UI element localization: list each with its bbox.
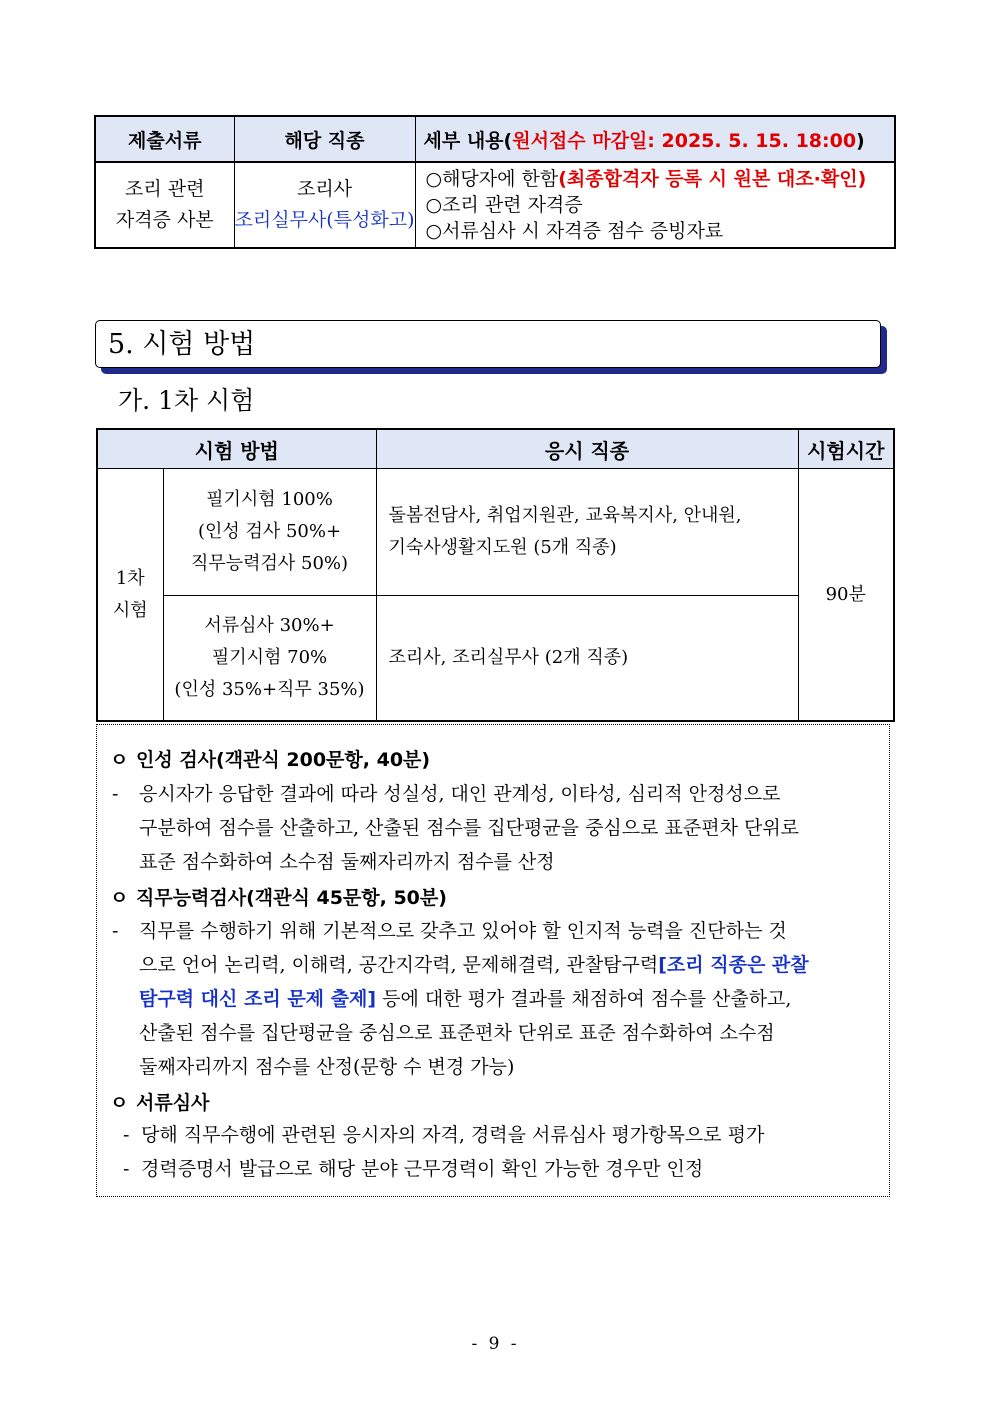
documents-review-line: - 경력증명서 발급으로 해당 분야 근무경력이 확인 가능한 경우만 인정 — [123, 1158, 704, 1180]
page-number: - 9 - — [471, 1334, 520, 1354]
documents-review-line: - 당해 직무수행에 관련된 응시자의 자격, 경력을 서류심사 평가항목으로 평가 — [123, 1124, 765, 1146]
subsection-title: 가. 1차 시험 — [118, 386, 255, 415]
header-time: 시험시간 — [798, 429, 894, 469]
time-cell: 90분 — [798, 469, 894, 722]
header-positions: 해당 직종 — [234, 116, 415, 162]
method-cell: 필기시험 100% (인성 검사 50%+ 직무능력검사 50%) — [163, 469, 376, 596]
header-documents: 제출서류 — [95, 116, 234, 162]
documents-review-heading: ㅇ 서류심사 — [110, 1092, 210, 1114]
documents-table — [94, 115, 896, 249]
exam-position-cell: 돌봄전담사, 취업지원관, 교육복지사, 안내원, 기숙사생활지도원 (5개 직종) — [376, 469, 798, 596]
notes-box — [96, 724, 890, 1197]
exam-method-table — [96, 428, 895, 722]
exam-position-cell: 조리사, 조리실무사 (2개 직종) — [376, 596, 798, 722]
header-method: 시험 방법 — [97, 429, 376, 469]
competency-description: - 직무를 수행하기 위해 기본적으로 갖추고 있어야 할 인지적 능력을 진단하는 것 으로 언어 논리력, 이해력, 공간지각력, 문제해결력, 관찰탐구력[조리 직종은 관찰 탐구력 대신 조리 문제 출제] 등에 대한 평가 결과를 채점하여 점수를 산출하고, 산출된 점수를 집단평균을 중심으로 표준편차 단위로 표준 점수화하여 소수점 둘째자리까지 점수를 산정(문항 수 변경 가능) — [112, 920, 809, 1078]
stage-cell: 1차 시험 — [97, 469, 163, 722]
detail-cell: ○해당자에 한함(최종합격자 등록 시 원본 대조·확인) ○조리 관련 자격증 ○서류심사 시 자격증 점수 증빙자료 — [415, 162, 895, 248]
header-detail: 세부 내용(원서접수 마감일: 2025. 5. 15. 18:00) — [415, 116, 895, 162]
header-exam-positions: 응시 직종 — [376, 429, 798, 469]
competency-heading: ㅇ 직무능력검사(객관식 45문항, 50분) — [110, 887, 447, 909]
deadline-text: 원서접수 마감일: 2025. 5. 15. 18:00 — [512, 129, 857, 152]
method-cell: 서류심사 30%+ 필기시험 70% (인성 35%+직무 35%) — [163, 596, 376, 722]
personality-description: - 응시자가 응답한 결과에 따라 성실성, 대인 관계성, 이타성, 심리적 안정성으로 구분하여 점수를 산출하고, 산출된 점수를 집단평균을 중심으로 표준편차 단위로 표준 점수화하여 소수점 둘째자리까지 점수를 산정 — [112, 783, 800, 873]
position-cell: 조리사 조리실무사(특성화고) — [234, 162, 415, 248]
document-cell: 조리 관련 자격증 사본 — [95, 162, 234, 248]
section-title: 5. 시험 방법 — [95, 320, 881, 368]
personality-heading: ㅇ 인성 검사(객관식 200문항, 40분) — [110, 749, 431, 771]
